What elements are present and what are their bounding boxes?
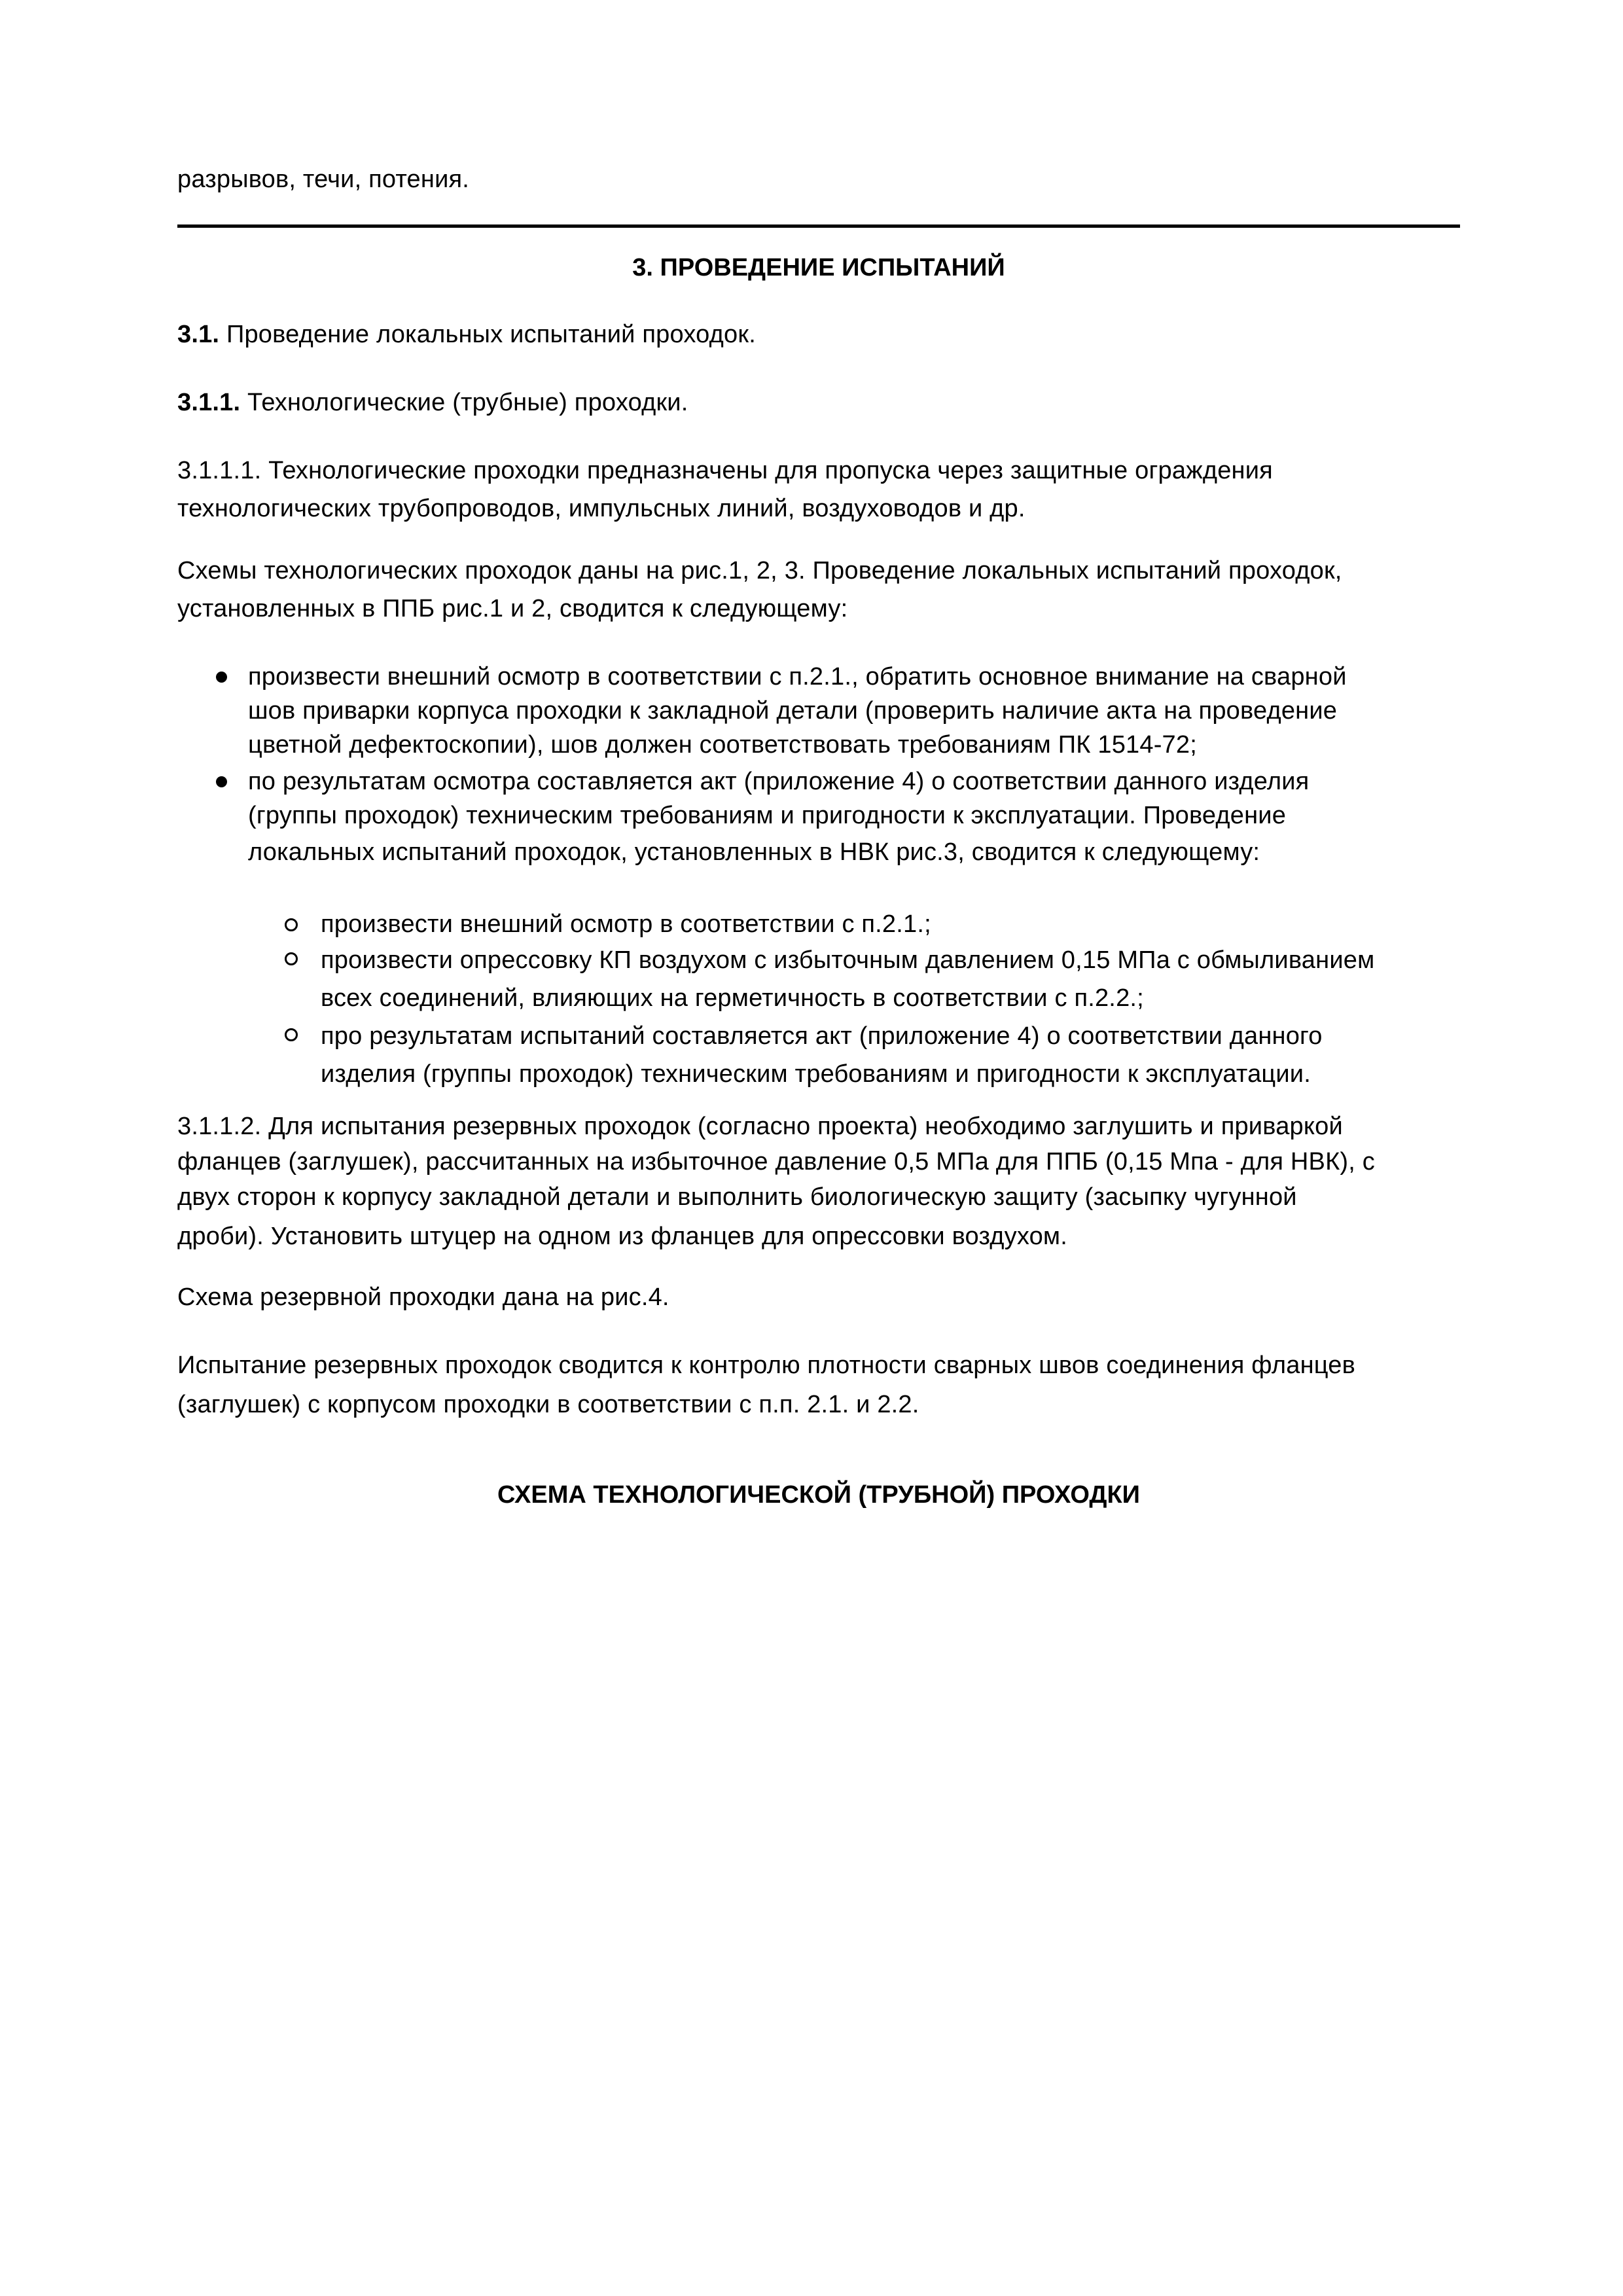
paragraph-line: Испытание резервных проходок сводится к контролю плотности сварных швов соединения фланцев [177,1352,1356,1379]
reserve-scheme-text: Схема резервной проходки дана на рис.4. [177,1283,669,1311]
paragraph-3-1-1-1 [177,452,1460,528]
paragraph-line: установленных в ППБ рис.1 и 2, сводится к следующему: [177,595,848,622]
list-item [177,1017,1460,1093]
paragraph-3-1 [177,317,1460,351]
list-item-line: изделия (группы проходок) техническим требованиям и пригодности к эксплуатации. [321,1060,1311,1088]
schemes-paragraph [177,552,1460,628]
horizontal-rule [177,224,1460,228]
list-item-line: по результатам осмотра составляется акт (приложение 4) о соответствии данного изделия [248,768,1310,795]
circle-marker [285,918,298,931]
paragraph-line: технологических трубопроводов, импульсных линий, воздуховодов и др. [177,495,1026,522]
paragraph-3-1-1-2 [177,1109,1460,1254]
list-item-line: произвести внешний осмотр в соответствии с п.2.1., обратить основное внимание на сварной [248,663,1347,691]
bullet-marker [216,672,227,683]
sub-bullet-list [177,907,1460,1093]
paragraph-number: 3.1.1. [177,389,241,416]
circle-marker [285,1028,298,1041]
list-item-line: произвести опрессовку КП воздухом с избыточным давлением 0,15 МПа с обмыливанием [321,946,1375,974]
list-item-line: про результатам испытаний составляется акт (приложение 4) о соответствии данного [321,1022,1323,1050]
list-item-line: всех соединений, влияющих на герметичность в соответствии с п.2.2.; [321,984,1144,1012]
paragraph-line: двух сторон к корпусу закладной детали и выполнить биологическую защиту (засыпку чугунной [177,1183,1297,1211]
list-item-line: (группы проходок) техническим требованиям и пригодности к эксплуатации. Проведение [248,802,1287,829]
paragraph-line: 3.1.1.2. Для испытания резервных проходок (согласно проекта) необходимо заглушить и приваркой [177,1113,1343,1140]
circle-marker [285,952,298,965]
list-item [177,764,1460,869]
list-item [177,941,1460,1017]
list-item-line: цветной дефектоскопии), шов должен соответствовать требованиям ПК 1514-72; [248,731,1197,759]
bullet-list [177,660,1460,869]
paragraph-3-1-1 [177,386,1460,420]
list-item [177,907,1460,941]
reserve-test-paragraph [177,1346,1460,1424]
figure-caption: СХЕМА ТЕХНОЛОГИЧЕСКОЙ (ТРУБНОЙ) ПРОХОДКИ [497,1481,1140,1509]
paragraph-number: 3.1. [177,321,220,348]
bullet-marker [216,776,227,787]
list-item-line: шов приварки корпуса проходки к закладной детали (проверить наличие акта на проведение [248,697,1338,725]
paragraph-line: 3.1.1.1. Технологические проходки предназначены для пропуска через защитные ограждения [177,457,1273,484]
paragraph-line: фланцев (заглушек), рассчитанных на избыточное давление 0,5 МПа для ППБ (0,15 Мпа - для НВК), с [177,1148,1375,1175]
list-item-line: локальных испытаний проходок, установленных в НВК рис.3, сводится к следующему: [248,838,1260,866]
paragraph-line: дроби). Установить штуцер на одном из фланцев для опрессовки воздухом. [177,1223,1068,1250]
list-item [177,660,1460,762]
section-heading: 3. ПРОВЕДЕНИЕ ИСПЫТАНИЙ [632,254,1005,281]
carryover-text: разрывов, течи, потения. [177,166,470,193]
list-item-line: произвести внешний осмотр в соответствии с п.2.1.; [321,910,931,938]
paragraph-text: Проведение локальных испытаний проходок. [219,321,756,348]
paragraph-text: Технологические (трубные) проходки. [240,389,688,416]
paragraph-line: (заглушек) с корпусом проходки в соответствии с п.п. 2.1. и 2.2. [177,1391,919,1418]
paragraph-line: Схемы технологических проходок даны на рис.1, 2, 3. Проведение локальных испытаний проходок, [177,557,1342,584]
